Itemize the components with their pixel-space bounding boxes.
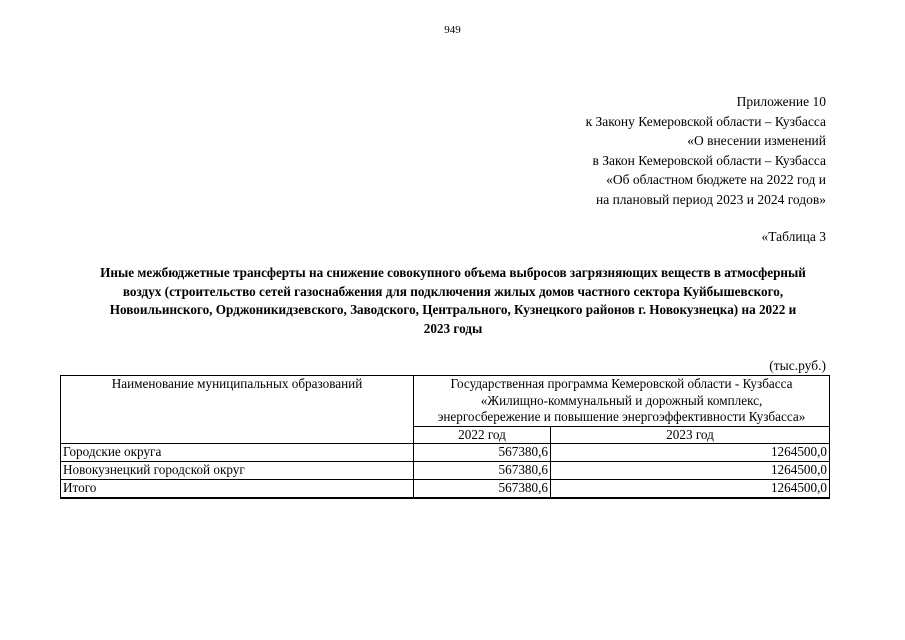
- row-name: Итого: [61, 480, 414, 499]
- appendix-line: на плановый период 2023 и 2024 годов»: [595, 191, 826, 207]
- appendix-line: Приложение 10: [736, 94, 826, 109]
- header-program-line: энергосбережение и повышение энергоэффективности Кузбасса»: [437, 409, 806, 424]
- table-reference: «Таблица 3: [761, 229, 826, 244]
- appendix-block: [586, 92, 826, 210]
- title-line: 2023 годы: [423, 320, 483, 336]
- title-line: воздух (строительство сетей газоснабжения для подключения жилых домов частного сектора Куйбышевского,: [122, 283, 784, 299]
- header-program-line: «Жилищно-коммунальный и дорожный комплекс,: [480, 392, 763, 408]
- table-row-total: [61, 480, 830, 499]
- page-number: 949: [444, 24, 461, 36]
- row-name: Новокузнецкий городской округ: [61, 462, 414, 480]
- row-value-2023: 1264500,0: [551, 462, 830, 480]
- appendix-line: к Закону Кемеровской области – Кузбасса: [585, 113, 826, 129]
- header-year-2023: 2023 год: [551, 426, 830, 444]
- header-year-2022: 2022 год: [414, 426, 551, 444]
- title-line: Новоильинского, Орджоникидзевского, Заводского, Центрального, Кузнецкого районов г. Новокузнецка) на 2022 и: [109, 302, 797, 317]
- table-header-row: [61, 376, 830, 427]
- row-value-2023: 1264500,0: [551, 444, 830, 462]
- title-line: Иные межбюджетные трансферты на снижение совокупного объема выбросов загрязняющих веществ в атмосферный: [100, 265, 806, 280]
- header-program-line: Государственная программа Кемеровской области - Кузбасса: [450, 376, 793, 391]
- units-label: (тыс.руб.): [769, 358, 826, 373]
- header-municipality: Наименование муниципальных образований: [61, 376, 414, 444]
- appendix-line: в Закон Кемеровской области – Кузбасса: [592, 152, 826, 168]
- transfers-table: [60, 375, 830, 499]
- table-row: [61, 462, 830, 480]
- row-name: Городские округа: [61, 444, 414, 462]
- table-row: [61, 444, 830, 462]
- row-value-2022: 567380,6: [414, 444, 551, 462]
- row-value-2022: 567380,6: [414, 480, 551, 499]
- row-value-2022: 567380,6: [414, 462, 551, 480]
- document-title: [58, 264, 848, 338]
- appendix-line: «Об областном бюджете на 2022 год и: [606, 172, 826, 188]
- header-program: [414, 376, 830, 427]
- row-value-2023: 1264500,0: [551, 480, 830, 499]
- appendix-line: «О внесении изменений: [687, 133, 826, 149]
